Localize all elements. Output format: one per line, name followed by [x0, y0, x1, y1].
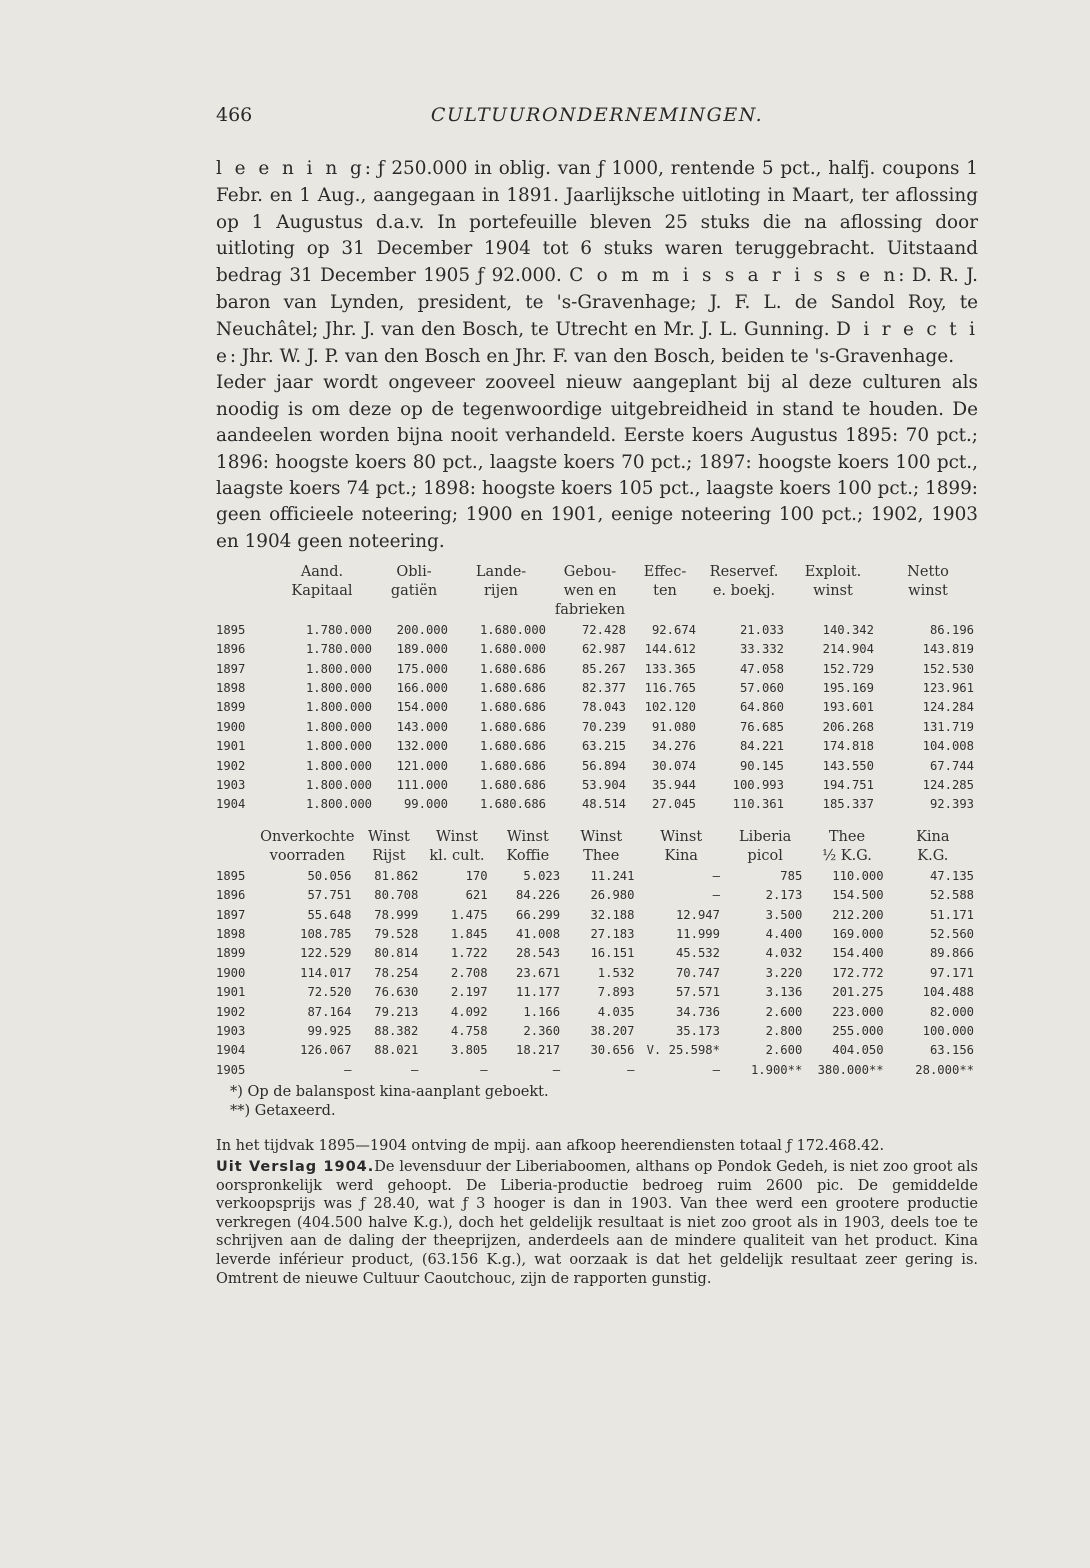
- table-row: [216, 1021, 978, 1040]
- value-cell: 53.904: [581, 778, 626, 793]
- column-header: [216, 601, 268, 620]
- value-cell: 87.164: [307, 1004, 352, 1019]
- value-cell: 26.980: [590, 888, 635, 903]
- value-cell: 154.000: [396, 700, 448, 715]
- table-row: [216, 756, 978, 775]
- value-cell: 189.000: [396, 642, 448, 657]
- value-cell: 1.722: [450, 946, 488, 961]
- value-cell: 1.800.000: [305, 758, 372, 773]
- header-row: [216, 563, 978, 582]
- value-cell: 72.520: [307, 985, 352, 1000]
- value-cell: 116.765: [644, 681, 696, 696]
- column-header: Netto: [907, 564, 949, 581]
- column-header: [788, 601, 878, 620]
- value-cell: —: [552, 1062, 561, 1077]
- column-header: Thee: [828, 829, 866, 846]
- table-row: [216, 924, 978, 943]
- value-cell: 1.800.000: [305, 778, 372, 793]
- column-header: [216, 828, 259, 847]
- value-cell: 621: [465, 888, 488, 903]
- table-row: [216, 737, 978, 756]
- financial-table-2: [216, 828, 978, 1079]
- value-cell: 34.736: [675, 1004, 720, 1019]
- loan-paragraph: [216, 156, 978, 370]
- running-header: [216, 104, 978, 130]
- value-cell: 201.275: [832, 985, 884, 1000]
- value-cell: 72.428: [581, 622, 626, 637]
- value-cell: 16.151: [590, 946, 635, 961]
- column-header: kl. cult.: [429, 848, 485, 865]
- value-cell: 70.747: [675, 965, 720, 980]
- value-cell: 11.999: [675, 926, 720, 941]
- value-cell: 1.680.000: [479, 642, 546, 657]
- value-cell: 4.758: [450, 1023, 488, 1038]
- column-header: ½ K.G.: [822, 848, 872, 865]
- value-cell: 111.000: [396, 778, 448, 793]
- value-cell: 1.800.000: [305, 681, 372, 696]
- column-header: [268, 601, 376, 620]
- table-row: [216, 795, 978, 814]
- value-cell: 1.780.000: [305, 622, 372, 637]
- column-header: rijen: [484, 583, 518, 600]
- value-cell: 88.021: [374, 1043, 419, 1058]
- value-cell: 38.207: [590, 1023, 635, 1038]
- year-cell: 1905: [216, 1062, 246, 1077]
- value-cell: 2.600: [765, 1043, 803, 1058]
- column-header: [216, 563, 268, 582]
- column-header: Winst: [660, 829, 703, 846]
- value-cell: 82.377: [581, 681, 626, 696]
- column-header: Reservef.: [709, 564, 779, 581]
- column-header: ten: [653, 583, 677, 600]
- heerendiensten-paragraph: In het tijdvak 1895—1904 ontving de mpij. aan afkoop heerendiensten totaal ƒ 172.468.42.: [216, 1138, 885, 1155]
- value-cell: 90.145: [739, 758, 784, 773]
- value-cell: 91.080: [651, 719, 696, 734]
- value-cell: 2.360: [523, 1023, 561, 1038]
- value-cell: 152.729: [822, 661, 874, 676]
- value-cell: 169.000: [832, 926, 884, 941]
- value-cell: 67.744: [929, 758, 974, 773]
- footnote-2: **) Getaxeerd.: [230, 1103, 336, 1120]
- value-cell: 89.866: [929, 946, 974, 961]
- value-cell: 35.173: [675, 1023, 720, 1038]
- value-cell: 57.571: [675, 985, 720, 1000]
- column-header: Aand.: [300, 564, 344, 581]
- column-header: K.G.: [917, 848, 949, 865]
- value-cell: 4.035: [597, 1004, 635, 1019]
- value-cell: 23.671: [516, 965, 561, 980]
- value-cell: 1.800.000: [305, 797, 372, 812]
- value-cell: 214.904: [822, 642, 874, 657]
- column-header: Obli-: [396, 564, 432, 581]
- column-header: [630, 601, 700, 620]
- value-cell: 3.136: [765, 985, 803, 1000]
- year-cell: 1897: [216, 661, 246, 676]
- table-row: [216, 1041, 978, 1060]
- column-header: Gebou-: [563, 564, 617, 581]
- value-cell: 12.947: [675, 907, 720, 922]
- value-cell: 92.393: [929, 797, 974, 812]
- value-cell: 5.023: [523, 868, 561, 883]
- footnotes: [216, 1083, 978, 1121]
- value-cell: 2.173: [765, 888, 803, 903]
- year-cell: 1903: [216, 1023, 246, 1038]
- year-cell: 1900: [216, 719, 246, 734]
- value-cell: 152.530: [922, 661, 974, 676]
- value-cell: 143.550: [822, 758, 874, 773]
- value-cell: 80.814: [374, 946, 419, 961]
- value-cell: 1.680.686: [479, 700, 546, 715]
- value-cell: 1.680.686: [479, 719, 546, 734]
- value-cell: 1.780.000: [305, 642, 372, 657]
- value-cell: 3.220: [765, 965, 803, 980]
- column-header: picol: [747, 848, 783, 865]
- table-row: [216, 963, 978, 982]
- report-text: De levensduur der Liberiaboomen, althans op Pondok Gedeh, is niet zoo groot als oorspronkelijk werd gehoopt. De Liberia-productie bedroeg ruim 2600 pic. De gemiddelde verkoopsprijs was ƒ 28.40, wat ƒ 3 hooger is dan in 1903. Van thee werd een grootere productie verkregen (404.500 halve K.g.), doch het geldelijk resultaat is niet zoo groot als in 1903, deels toe te schrijven aan de daling der theeprijzen, anderdeels aan de mindere qualiteit van het product. Kina leverde inférieur product, (63.156 K.g.), wat oorzaak is dat het geldelijk resultaat zeer gering is. Omtrent de nieuwe Cultuur Caoutchouc, zijn de rapporten gunstig.: [216, 1159, 979, 1287]
- column-header: Winst: [580, 829, 623, 846]
- value-cell: 47.058: [739, 661, 784, 676]
- column-header: [452, 601, 550, 620]
- value-cell: 18.217: [516, 1043, 561, 1058]
- value-cell: —: [712, 868, 720, 883]
- value-cell: 1.532: [597, 965, 635, 980]
- column-header: Effec-: [643, 564, 687, 581]
- value-cell: 114.017: [300, 965, 352, 980]
- column-header: voorraden: [269, 848, 345, 865]
- value-cell: 84.221: [739, 739, 784, 754]
- value-cell: 63.156: [929, 1043, 974, 1058]
- value-cell: 124.284: [922, 700, 974, 715]
- value-cell: 2.600: [765, 1004, 803, 1019]
- column-header: winst: [908, 583, 948, 600]
- footnote-1: *) Op de balanspost kina-aanplant geboekt.: [230, 1084, 549, 1101]
- running-title: CULTUURONDERNEMINGEN.: [430, 104, 764, 126]
- value-cell: 11.177: [516, 985, 561, 1000]
- term-leening: l e e n i n g: [216, 158, 365, 179]
- table-row: [216, 944, 978, 963]
- value-cell: 1.800.000: [305, 700, 372, 715]
- column-header: Kina: [916, 829, 950, 846]
- value-cell: —: [480, 1062, 488, 1077]
- column-header: [700, 601, 788, 620]
- column-header: Onverkochte: [260, 829, 355, 846]
- column-header: Koffie: [506, 848, 550, 865]
- value-cell: 193.601: [822, 700, 874, 715]
- value-cell: 84.226: [516, 888, 561, 903]
- value-cell: 2.800: [765, 1023, 803, 1038]
- value-cell: 32.188: [590, 907, 635, 922]
- value-cell: 1.680.686: [479, 797, 546, 812]
- value-cell: 170: [465, 868, 488, 883]
- value-cell: 1.800.000: [305, 661, 372, 676]
- value-cell: 212.200: [832, 907, 884, 922]
- value-cell: 206.268: [822, 719, 874, 734]
- value-cell: 133.365: [644, 661, 696, 676]
- column-header: [376, 601, 452, 620]
- column-header: Rijst: [372, 848, 406, 865]
- value-cell: 7.893: [597, 985, 635, 1000]
- column-header: Winst: [506, 829, 549, 846]
- table-row: [216, 678, 978, 697]
- table-row: [216, 866, 978, 885]
- value-cell: 81.862: [374, 868, 419, 883]
- value-cell: 86.196: [929, 622, 974, 637]
- value-cell: 122.529: [300, 946, 352, 961]
- table-row: [216, 698, 978, 717]
- value-cell: —: [627, 1062, 635, 1077]
- value-cell: 79.528: [374, 926, 419, 941]
- column-header: Lande-: [475, 564, 527, 581]
- value-cell: 1.680.686: [479, 681, 546, 696]
- value-cell: 200.000: [396, 622, 448, 637]
- value-cell: 57.060: [739, 681, 784, 696]
- value-cell: 11.241: [590, 868, 635, 883]
- value-cell: 194.751: [822, 778, 874, 793]
- value-cell: 57.751: [307, 888, 352, 903]
- value-cell: 41.008: [516, 926, 561, 941]
- table-row: [216, 886, 978, 905]
- value-cell: 166.000: [396, 681, 448, 696]
- year-cell: 1904: [216, 797, 246, 812]
- value-cell: 76.630: [374, 985, 419, 1000]
- value-cell: 52.588: [929, 888, 974, 903]
- header-row: [216, 828, 978, 847]
- planting-paragraph: Ieder jaar wordt ongeveer zooveel nieuw aangeplant bij al deze culturen als noodig is om deze op de tegenwoordige uitgebreidheid in stand te houden. De aandeelen worden bijna nooit verhandeld. Eerste koers Augustus 1895: 70 pct.; 1896: hoogste koers 80 pct., laagste koers 70 pct.; 1897: hoogste koers 100 pct., laagste koers 74 pct.; 1898: hoogste koers 105 pct., laagste koers 100 pct.; 1899: geen officieele noteering; 1900 en 1901, eenige noteering 100 pct.; 1902, 1903 en 1904 geen noteering.: [216, 372, 978, 552]
- value-cell: 27.183: [590, 926, 635, 941]
- value-cell: —: [712, 888, 720, 903]
- value-cell: 27.045: [651, 797, 696, 812]
- term-directie: D i r e c t i e: [216, 318, 978, 367]
- value-cell: 45.532: [675, 946, 720, 961]
- value-cell: 80.708: [374, 888, 419, 903]
- value-cell: 1.800.000: [305, 719, 372, 734]
- value-cell: 143.819: [922, 642, 974, 657]
- value-cell: 1.900**: [750, 1062, 803, 1077]
- value-cell: 1.475: [450, 907, 488, 922]
- financial-table-1: [216, 563, 978, 814]
- value-cell: V. 25.598*: [646, 1043, 720, 1058]
- value-cell: 108.785: [300, 926, 352, 941]
- header-row: [216, 582, 978, 601]
- column-header: Thee: [583, 848, 620, 865]
- column-header: Exploit.: [804, 564, 862, 581]
- year-cell: 1895: [216, 622, 246, 637]
- value-cell: 143.000: [396, 719, 448, 734]
- value-cell: 88.382: [374, 1023, 419, 1038]
- value-cell: 62.987: [581, 642, 626, 657]
- value-cell: 154.500: [832, 888, 884, 903]
- value-cell: 47.135: [929, 868, 974, 883]
- column-header: Winst: [367, 829, 410, 846]
- table-row: [216, 717, 978, 736]
- page-number: 466: [216, 104, 253, 126]
- value-cell: 48.514: [581, 797, 626, 812]
- value-cell: 140.342: [822, 622, 874, 637]
- value-cell: 1.680.686: [479, 661, 546, 676]
- table-row: [216, 905, 978, 924]
- value-cell: 76.685: [739, 719, 784, 734]
- year-cell: 1895: [216, 868, 246, 883]
- year-cell: 1898: [216, 681, 246, 696]
- value-cell: 34.276: [651, 739, 696, 754]
- value-cell: 33.332: [739, 642, 784, 657]
- value-cell: 124.285: [922, 778, 974, 793]
- value-cell: 66.299: [516, 907, 561, 922]
- column-header: [216, 582, 268, 601]
- year-cell: 1898: [216, 926, 246, 941]
- value-cell: 79.213: [374, 1004, 419, 1019]
- value-cell: 4.092: [450, 1004, 488, 1019]
- value-cell: 126.067: [300, 1043, 352, 1058]
- value-cell: 30.656: [590, 1043, 635, 1058]
- value-cell: 52.560: [929, 926, 974, 941]
- value-cell: 223.000: [832, 1004, 884, 1019]
- year-cell: 1902: [216, 758, 246, 773]
- value-cell: 63.215: [581, 739, 626, 754]
- year-cell: 1896: [216, 888, 246, 903]
- year-cell: 1901: [216, 985, 246, 1000]
- value-cell: 110.000: [832, 868, 884, 883]
- value-cell: 4.400: [765, 926, 803, 941]
- value-cell: 70.239: [581, 719, 626, 734]
- value-cell: 51.171: [929, 907, 974, 922]
- column-header: Liberia: [738, 829, 792, 846]
- value-cell: 50.056: [307, 868, 352, 883]
- year-cell: 1896: [216, 642, 246, 657]
- column-header: gatiën: [390, 583, 438, 600]
- value-cell: 123.961: [922, 681, 974, 696]
- value-cell: 121.000: [396, 758, 448, 773]
- value-cell: 82.000: [929, 1004, 974, 1019]
- value-cell: 55.648: [307, 907, 352, 922]
- value-cell: 78.043: [581, 700, 626, 715]
- value-cell: 4.032: [765, 946, 803, 961]
- commissarissen-text: : D. R. J. baron van Lynden, president, te 's-Gravenhage; J. F. L. de Sandol Roy, te Neuchâtel; Jhr. J. van den Bosch, te Utrecht en Mr. J. L. Gunning.: [216, 265, 979, 340]
- value-cell: 132.000: [396, 739, 448, 754]
- report-paragraph: [216, 1158, 978, 1288]
- column-header: Kina: [664, 848, 698, 865]
- table-row: [216, 775, 978, 794]
- value-cell: 100.993: [732, 778, 784, 793]
- value-cell: 97.171: [929, 965, 974, 980]
- value-cell: 35.944: [651, 778, 696, 793]
- value-cell: —: [344, 1062, 352, 1077]
- column-header: e. boekj.: [712, 583, 776, 600]
- value-cell: 154.400: [832, 946, 884, 961]
- table-row: [216, 620, 978, 639]
- value-cell: 785: [780, 868, 803, 883]
- year-cell: 1900: [216, 965, 246, 980]
- value-cell: 28.543: [516, 946, 561, 961]
- value-cell: 380.000**: [817, 1062, 884, 1077]
- value-cell: 104.488: [922, 985, 974, 1000]
- column-header: winst: [813, 583, 853, 600]
- column-header: [878, 601, 978, 620]
- value-cell: 3.500: [765, 907, 803, 922]
- value-cell: 78.999: [374, 907, 419, 922]
- year-cell: 1899: [216, 946, 246, 961]
- year-cell: 1904: [216, 1043, 246, 1058]
- value-cell: 175.000: [396, 661, 448, 676]
- table-row: [216, 982, 978, 1001]
- value-cell: 1.166: [523, 1004, 561, 1019]
- directie-text: : Jhr. W. J. P. van den Bosch en Jhr. F. van den Bosch, beiden te 's-Gravenhage.: [229, 345, 955, 367]
- value-cell: 172.772: [832, 965, 884, 980]
- value-cell: 104.008: [922, 739, 974, 754]
- value-cell: 99.000: [403, 797, 448, 812]
- value-cell: 404.050: [832, 1043, 884, 1058]
- value-cell: 64.860: [739, 700, 784, 715]
- table-row: [216, 1060, 978, 1079]
- table-row: [216, 659, 978, 678]
- column-header: fabrieken: [554, 602, 626, 619]
- table-row: [216, 1002, 978, 1021]
- header-row: [216, 847, 978, 866]
- column-header: [216, 847, 259, 866]
- year-cell: 1901: [216, 739, 246, 754]
- column-header: wen en: [563, 583, 617, 600]
- value-cell: —: [410, 1062, 419, 1077]
- report-lead: Uit Verslag 1904.: [216, 1159, 375, 1176]
- value-cell: 195.169: [822, 681, 874, 696]
- value-cell: 2.197: [450, 985, 488, 1000]
- column-header: Kapitaal: [291, 583, 353, 600]
- value-cell: 131.719: [922, 719, 974, 734]
- value-cell: 110.361: [732, 797, 784, 812]
- year-cell: 1899: [216, 700, 246, 715]
- year-cell: 1897: [216, 907, 246, 922]
- value-cell: 102.120: [644, 700, 696, 715]
- value-cell: 85.267: [581, 661, 626, 676]
- value-cell: 78.254: [374, 965, 419, 980]
- value-cell: 144.612: [644, 642, 696, 657]
- value-cell: 174.818: [822, 739, 874, 754]
- value-cell: 255.000: [832, 1023, 884, 1038]
- value-cell: 185.337: [822, 797, 874, 812]
- loan-text: : ƒ 250.000 in oblig. van ƒ 1000, rentende 5 pct., halfj. coupons 1 Febr. en 1 Aug., aangegaan in 1891. Jaarlijksche uitloting in Maart, ter aflossing op 1 Augustus d.a.v. In portefeuille bleven 25 stuks die na aflossing door uitloting op 31 December 1904 tot 6 stuks waren teruggebracht. Uitstaand bedrag 31 December 1905 ƒ 92.000.: [216, 158, 978, 287]
- value-cell: 1.680.686: [479, 778, 546, 793]
- column-header: Winst: [436, 829, 478, 846]
- value-cell: 28.000**: [915, 1062, 974, 1077]
- value-cell: 1.845: [450, 926, 488, 941]
- value-cell: 92.674: [651, 622, 696, 637]
- value-cell: 2.708: [450, 965, 488, 980]
- value-cell: 1.680.686: [479, 739, 546, 754]
- value-cell: 100.000: [922, 1023, 974, 1038]
- header-row: [216, 601, 978, 620]
- page-body: [216, 156, 978, 1288]
- value-cell: 3.805: [450, 1043, 488, 1058]
- table-row: [216, 640, 978, 659]
- value-cell: 1.800.000: [305, 739, 372, 754]
- value-cell: 21.033: [739, 622, 784, 637]
- year-cell: 1902: [216, 1004, 246, 1019]
- value-cell: 30.074: [651, 758, 696, 773]
- year-cell: 1903: [216, 778, 246, 793]
- value-cell: 56.894: [581, 758, 626, 773]
- value-cell: 1.680.686: [479, 758, 546, 773]
- value-cell: 99.925: [307, 1023, 352, 1038]
- value-cell: —: [712, 1062, 720, 1077]
- value-cell: 1.680.000: [479, 622, 546, 637]
- term-commissarissen: C o m m i s s a r i s s e n: [569, 265, 899, 287]
